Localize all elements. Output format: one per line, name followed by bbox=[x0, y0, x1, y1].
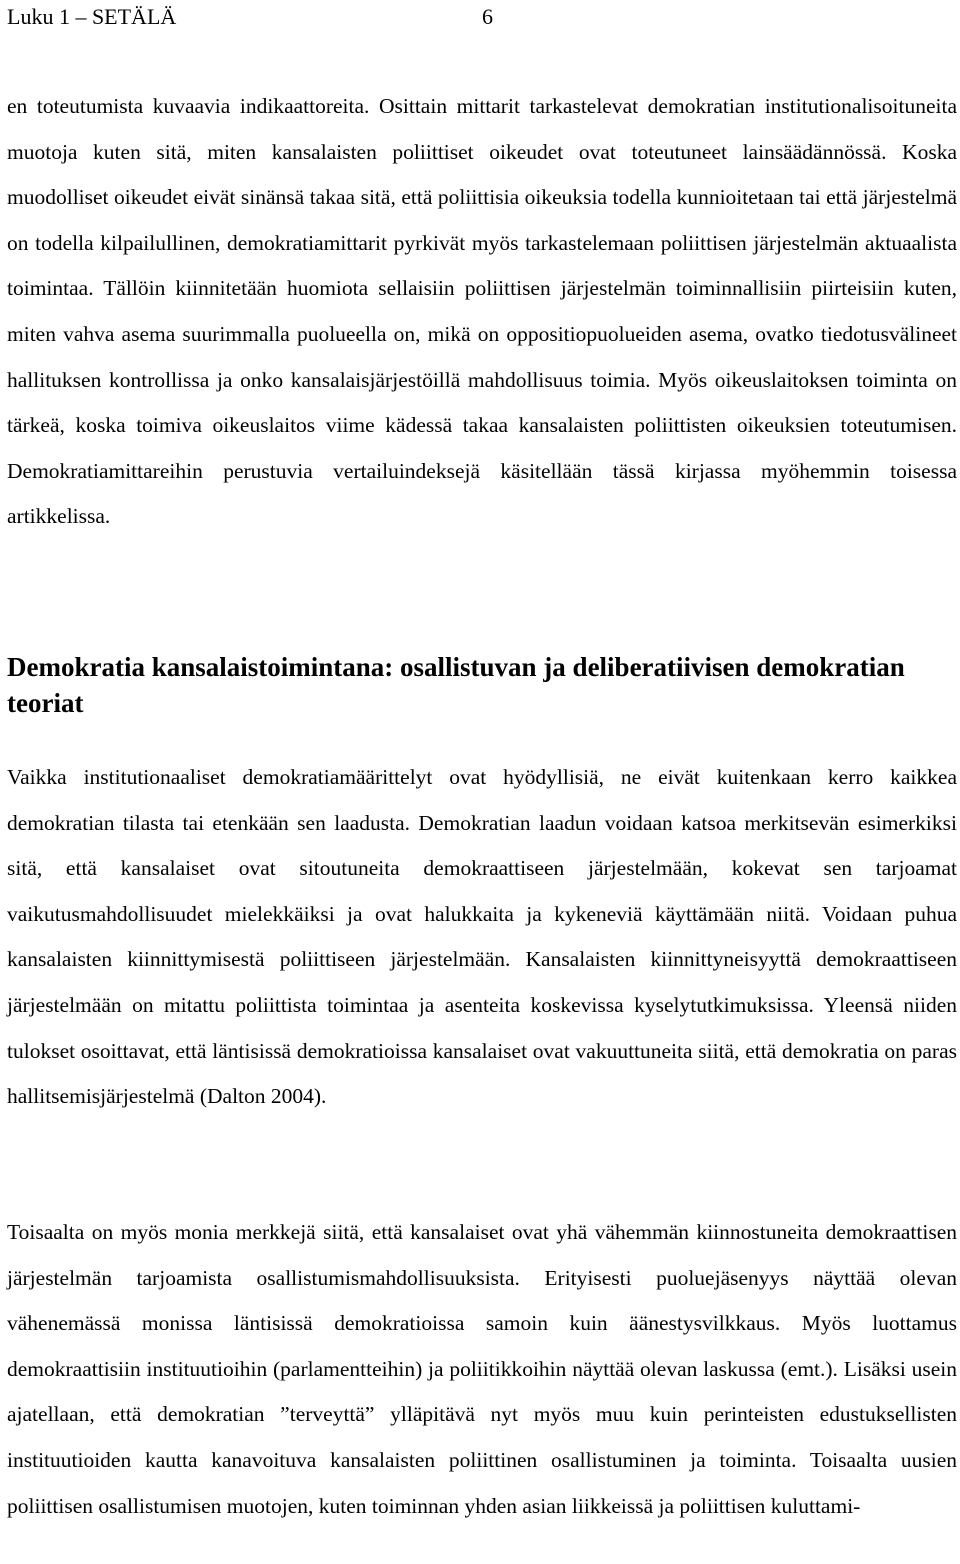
page-number: 6 bbox=[482, 4, 493, 29]
running-title: Luku 1 – SETÄLÄ bbox=[7, 4, 177, 29]
body-paragraph-3: Toisaalta on myös monia merkkejä siitä, että kansalaiset ovat yhä vähemmän kiinnostuneita demokraattisen järjestelmän tarjoamista osallistumismahdollisuuksista. Erityisesti puoluejäsenyys näyttää olevan vähenemässä monissa läntisissä demokratioissa samoin kuin äänestysvilkkaus. Myös luottamus demokraattisiin instituutioihin (parlamentteihin) ja poliitikkoihin näyttää olevan laskussa (emt.). Lisäksi usein ajatellaan, että demokratian ”terveyttä” ylläpitävä nyt myös muu kuin perinteisten edustuksellisten instituutioiden kautta kanavoituva kansalaisten poliittinen osallistuminen ja toiminta. Toisaalta uusien poliittisen osallistumisen muotojen, kuten toiminnan yhden asian liikkeissä ja poliittisen kuluttami- bbox=[7, 1220, 957, 1518]
body-paragraph-1: en toteutumista kuvaavia indikaattoreita. Osittain mittarit tarkastelevat demokratian institutionalisoituneita muotoja kuten sitä, miten kansalaisten poliittiset oikeudet ovat toteutuneet lainsäädännössä. Koska muodolliset oikeudet eivät sinänsä takaa sitä, että poliittisia oikeuksia todella kunnioitetaan tai että järjestelmä on todella kilpailullinen, demokratiamittarit pyrkivät myös tarkastelemaan poliittisen järjestelmän aktuaalista toimintaa. Tällöin kiinnitetään huomiota sellaisiin poliittisen järjestelmän toiminnallisiin piirteisiin kuten, miten vahva asema suurimmalla puolueella on, mikä on oppositiopuolueiden asema, ovatko tiedotusvälineet hallituksen kontrollissa ja onko kansalaisjärjestöillä mahdollisuus toimia. Myös oikeuslaitoksen toiminta on tärkeä, koska toimiva oikeuslaitos viime kädessä takaa kansalaisten poliittisten oikeuksien toteutumisen. Demokratiamittareihin perustuvia vertailuindeksejä käsitellään tässä kirjassa myöhemmin toisessa artikkelissa. bbox=[7, 94, 957, 529]
running-header bbox=[7, 2, 527, 32]
body-paragraph-2: Vaikka institutionaaliset demokratiamäärittelyt ovat hyödyllisiä, ne eivät kuitenkaan kerro kaikkea demokratian tilasta tai etenkään sen laadusta. Demokratian laadun voidaan katsoa merkitsevän esimerkiksi sitä, että kansalaiset ovat sitoutuneita demokraattiseen järjestelmään, kokevat sen tarjoamat vaikutusmahdollisuudet mielekkäiksi ja ovat halukkaita ja kykeneviä käyttämään niitä. Voidaan puhua kansalaisten kiinnittymisestä poliittiseen järjestelmään. Kansalaisten kiinnittyneisyyttä demokraattiseen järjestelmään on mitattu poliittista toimintaa ja asenteita koskevissa kyselytutkimuksissa. Yleensä niiden tulokset osoittavat, että läntisissä demokratioissa kansalaiset ovat vakuuttuneita siitä, että demokratia on paras hallitsemisjärjestelmä (Dalton 2004). bbox=[7, 765, 957, 1109]
section-heading: Demokratia kansalaistoimintana: osallistuvan ja deliberatiivisen demokratian teoriat bbox=[7, 652, 905, 718]
